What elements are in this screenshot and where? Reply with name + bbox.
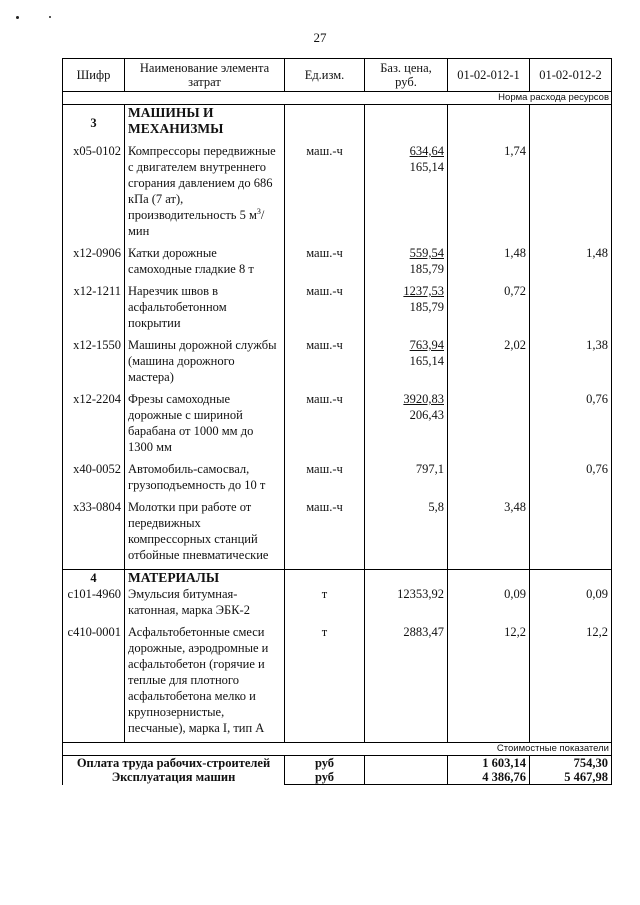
row-value-2: 0,76 — [530, 391, 612, 461]
row-code: х12-1211 — [63, 283, 125, 337]
total-unit-machines: руб — [314, 770, 335, 784]
total-label — [63, 756, 285, 785]
row-value-1: 2,02 — [448, 337, 530, 391]
row-value-2 — [530, 143, 612, 245]
total-unit-wages: руб — [314, 756, 335, 770]
price-wage: 185,79 — [409, 300, 444, 314]
row-value-2: 1,48 — [530, 245, 612, 283]
row-price — [365, 391, 448, 461]
price-base: 1237,53 — [403, 284, 444, 298]
scan-dot-1 — [16, 16, 19, 19]
row-name: Молотки при работе от передвижных компрессорных станций отбойные пневматические — [125, 499, 285, 570]
total-wages-v1: 1 603,14 — [482, 756, 526, 770]
cost-indicators-row — [63, 743, 612, 756]
price-base: 763,94 — [409, 338, 444, 352]
header-col1: 01-02-012-1 — [448, 59, 530, 92]
row-value-1: 1,74 — [448, 143, 530, 245]
total-machines-v2: 5 467,98 — [564, 770, 608, 784]
row-value-1 — [448, 391, 530, 461]
section-4-header — [63, 570, 612, 587]
total-machines-v1: 4 386,76 — [482, 770, 526, 784]
table-row — [63, 143, 612, 245]
row-code: х12-1550 — [63, 337, 125, 391]
price-wage: 206,43 — [409, 408, 444, 422]
header-col2: 01-02-012-2 — [530, 59, 612, 92]
row-unit: маш.-ч — [285, 143, 365, 245]
row-value-2: 0,09 — [530, 586, 612, 624]
row-price: 797,1 — [365, 461, 448, 499]
resource-table — [62, 58, 612, 785]
row-value-2 — [530, 499, 612, 570]
total-value-1 — [448, 756, 530, 785]
table-row — [63, 283, 612, 337]
row-price — [365, 143, 448, 245]
row-name: Компрессоры передвижные с двигателем внутреннего сгорания давлением до 686 кПа (7 ат), производительность 5 $м^3$/мин — [125, 143, 285, 245]
cost-label: Стоимостные показатели — [63, 743, 612, 756]
totals-row — [63, 756, 612, 785]
row-code: х40-0052 — [63, 461, 125, 499]
price-base: 3920,83 — [403, 392, 444, 406]
row-unit: маш.-ч — [285, 283, 365, 337]
table-row — [63, 337, 612, 391]
row-code: х12-2204 — [63, 391, 125, 461]
row-price — [365, 283, 448, 337]
row-unit: т — [285, 624, 365, 743]
row-code: х12-0906 — [63, 245, 125, 283]
row-price: 2883,47 — [365, 624, 448, 743]
row-code: с101-4960 — [63, 586, 125, 624]
row-unit: маш.-ч — [285, 391, 365, 461]
price-base: 559,54 — [409, 246, 444, 260]
section-3-header — [63, 105, 612, 144]
section-4-title: МАТЕРИАЛЫ — [125, 570, 285, 587]
row-value-1: 0,72 — [448, 283, 530, 337]
row-code: х05-0102 — [63, 143, 125, 245]
table-row — [63, 461, 612, 499]
total-price-empty — [365, 756, 448, 785]
row-code: х33-0804 — [63, 499, 125, 570]
price-wage: 185,79 — [409, 262, 444, 276]
row-value-2: 12,2 — [530, 624, 612, 743]
table-row — [63, 245, 612, 283]
norm-label: Норма расхода ресурсов — [63, 92, 612, 105]
table-row — [63, 624, 612, 743]
price-base: 634,64 — [409, 144, 444, 158]
total-wages-v2: 754,30 — [573, 756, 608, 770]
row-value-1: 3,48 — [448, 499, 530, 570]
page-number: 27 — [313, 30, 327, 45]
row-price: 5,8 — [365, 499, 448, 570]
section-4-number: 4 — [63, 570, 125, 587]
row-unit: маш.-ч — [285, 461, 365, 499]
row-name: Фрезы самоходные дорожные с шириной барабана от 1000 мм до 1300 мм — [125, 391, 285, 461]
row-value-2: 0,76 — [530, 461, 612, 499]
row-unit: маш.-ч — [285, 337, 365, 391]
row-value-1: 1,48 — [448, 245, 530, 283]
header-code: Шифр — [63, 59, 125, 92]
total-value-2 — [530, 756, 612, 785]
table-row — [63, 586, 612, 624]
row-name: Эмульсия битумная-катонная, марка ЭБК-2 — [125, 586, 285, 624]
row-name: Асфальтобетонные смеси дорожные, аэродромные и асфальтобетон (горячие и теплые для плотного асфальтобетона мелко и крупнозернистые, песчаные), марка I, тип А — [125, 624, 285, 743]
price-wage: 165,14 — [409, 160, 444, 174]
row-code: с410-0001 — [63, 624, 125, 743]
scan-dot-2 — [49, 16, 51, 18]
table-row — [63, 391, 612, 461]
row-unit: маш.-ч — [285, 245, 365, 283]
table-header — [63, 59, 612, 92]
header-price: Баз. цена, руб. — [365, 59, 448, 92]
norm-row — [63, 92, 612, 105]
row-unit: маш.-ч — [285, 499, 365, 570]
row-name: Нарезчик швов в асфальтобетонном покрытии — [125, 283, 285, 337]
row-value-1: 0,09 — [448, 586, 530, 624]
row-value-2: 1,38 — [530, 337, 612, 391]
row-price: 12353,92 — [365, 586, 448, 624]
row-name: Автомобиль-самосвал, грузоподъемность до 10 т — [125, 461, 285, 499]
row-value-2 — [530, 283, 612, 337]
row-unit: т — [285, 586, 365, 624]
total-label-machines: Эксплуатация машин — [111, 770, 236, 784]
header-name: Наименование элемента затрат — [125, 59, 285, 92]
table-row — [63, 499, 612, 570]
header-unit: Ед.изм. — [285, 59, 365, 92]
row-value-1 — [448, 461, 530, 499]
total-label-wages: Оплата труда рабочих-строителей — [76, 756, 271, 770]
section-3-number: 3 — [63, 105, 125, 144]
row-price — [365, 337, 448, 391]
row-name: Катки дорожные самоходные гладкие 8 т — [125, 245, 285, 283]
section-3-title: МАШИНЫ И МЕХАНИЗМЫ — [125, 105, 285, 144]
total-unit — [285, 756, 365, 785]
row-price — [365, 245, 448, 283]
row-name: Машины дорожной службы (машина дорожного мастера) — [125, 337, 285, 391]
price-wage: 165,14 — [409, 354, 444, 368]
row-value-1: 12,2 — [448, 624, 530, 743]
